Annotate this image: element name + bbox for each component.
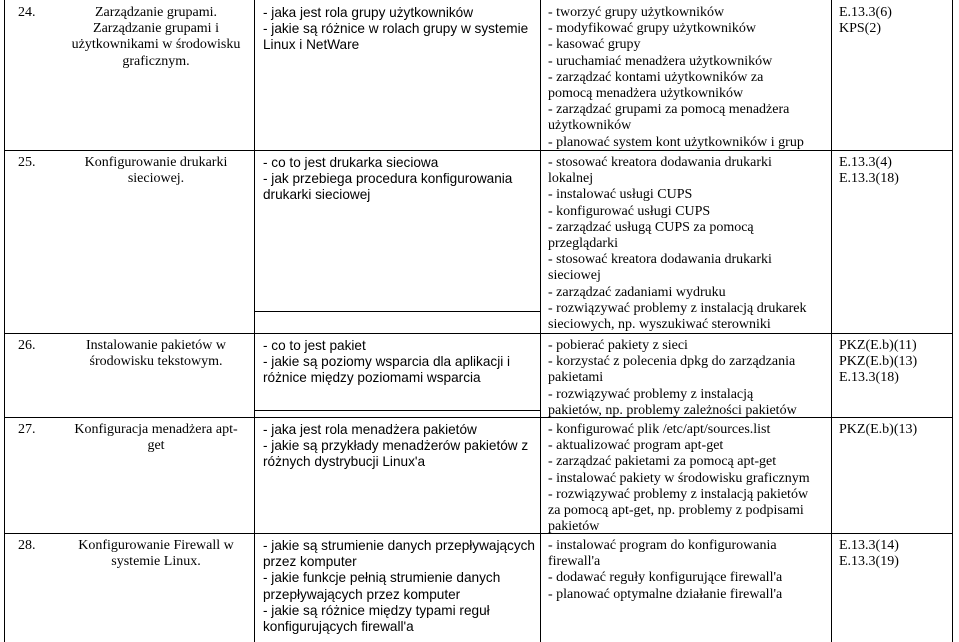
topic-cell xyxy=(65,538,247,570)
skill-line: - planować system kont użytkowników i grup xyxy=(548,134,804,150)
table-border-left xyxy=(4,0,5,642)
ref-code: PKZ(E.b)(11) xyxy=(839,338,917,353)
skill-line: przeglądarki xyxy=(548,236,618,252)
row-number: 26. xyxy=(18,338,36,353)
ref-code: E.13.3(6) xyxy=(839,5,892,20)
skill-line: - planować optymalne działanie firewall'a xyxy=(548,586,783,602)
refs-cell xyxy=(839,338,939,387)
ref-code: PKZ(E.b)(13) xyxy=(839,422,918,437)
skill-line: - rozwiązywać problemy z instalacją drukarek xyxy=(548,300,807,316)
skill-line: - zarządzać pakietami za pomocą apt-get xyxy=(548,454,777,470)
topic-line: systemie Linux. xyxy=(111,554,201,570)
skills-cell xyxy=(548,422,810,535)
column-divider xyxy=(831,0,832,642)
skills-cell xyxy=(548,338,810,419)
ref-code: KPS(2) xyxy=(839,21,882,37)
row-divider xyxy=(4,417,953,418)
refs-cell xyxy=(839,422,939,438)
topic-cell xyxy=(65,155,247,187)
skills-cell xyxy=(548,155,810,333)
content-line: - jaka jest rola menadżera pakietów xyxy=(263,422,477,437)
skill-line: pomocą menadżera użytkowników xyxy=(548,86,744,102)
content-line: - jakie są poziomy wsparcia dla aplikacji i xyxy=(263,354,511,370)
ref-code: PKZ(E.b)(13) xyxy=(839,354,918,370)
ref-code: E.13.3(14) xyxy=(839,538,899,553)
skill-line: pakietami xyxy=(548,370,604,386)
skill-line: lokalnej xyxy=(548,171,594,187)
topic-line: Konfiguracja menadżera apt- xyxy=(74,422,238,437)
skill-line: - kasować grupy xyxy=(548,37,641,53)
content-line: - co to jest drukarka sieciowa xyxy=(263,155,439,170)
refs-cell xyxy=(839,155,939,187)
skill-line: za pomocą apt-get, np. problemy z podpisami xyxy=(548,503,804,519)
skill-line: - tworzyć grupy użytkowników xyxy=(548,5,725,20)
content-line: - jak przebiega procedura konfigurowania xyxy=(263,171,513,187)
content-line: przepływających przez komputer xyxy=(263,586,461,602)
refs-cell xyxy=(839,5,939,37)
content-line: przez komputer xyxy=(263,554,357,570)
ref-code: E.13.3(19) xyxy=(839,554,899,570)
skill-line: - konfigurować usługi CUPS xyxy=(548,203,711,219)
column-divider xyxy=(540,0,541,642)
content-line: - jakie są różnice w rolach grupy w systemie xyxy=(263,21,529,37)
row-number: 28. xyxy=(18,538,36,553)
row-divider xyxy=(254,311,541,312)
skill-line: - zarządzać grupami za pomocą menadżera xyxy=(548,102,790,118)
skill-line: - dodawać reguły konfigurujące firewall'a xyxy=(548,570,783,586)
row-divider xyxy=(4,150,953,151)
skill-line: sieciowych, np. wyszukiwać sterowniki xyxy=(548,317,771,333)
content-line: - jakie funkcje pełnią strumienie danych xyxy=(263,570,501,586)
skills-cell xyxy=(548,538,810,603)
row-divider xyxy=(254,410,541,411)
topic-line: Konfigurowanie drukarki xyxy=(84,155,228,170)
content-line: - jakie są różnice między typami reguł xyxy=(263,602,490,618)
skill-line: - konfigurować plik /etc/apt/sources.list xyxy=(548,422,771,437)
row-number: 27. xyxy=(18,422,36,437)
topic-line: get xyxy=(147,438,165,454)
skill-line: sieciowej xyxy=(548,268,601,284)
row-number: 25. xyxy=(18,155,36,170)
content-cell xyxy=(263,155,535,204)
skill-line: pakietów xyxy=(548,519,600,535)
skill-line: - korzystać z polecenia dpkg do zarządzania xyxy=(548,354,796,370)
skills-cell xyxy=(548,5,810,151)
content-line: konfigurujących firewall'a xyxy=(263,619,414,635)
ref-code: E.13.3(18) xyxy=(839,171,899,187)
content-line: - jaka jest rola grupy użytkowników xyxy=(263,5,474,20)
skill-line: - zarządzać usługą CUPS za pomocą xyxy=(548,219,754,235)
skill-line: - instalować usługi CUPS xyxy=(548,187,693,203)
content-line: - jakie są przykłady menadżerów pakietów z xyxy=(263,438,529,454)
skill-line: - pobierać pakiety z sieci xyxy=(548,338,688,353)
topic-line: środowisku tekstowym. xyxy=(89,354,223,370)
skill-line: - stosować kreatora dodawania drukarki xyxy=(548,155,772,170)
skill-line: - uruchamiać menadżera użytkowników xyxy=(548,53,773,69)
skill-line: - rozwiązywać problemy z instalacją pakietów xyxy=(548,486,809,502)
skill-line: pakietów, np. problemy zależności pakietów xyxy=(548,402,797,418)
ref-code: E.13.3(18) xyxy=(839,370,899,386)
topic-cell xyxy=(65,422,247,454)
column-divider xyxy=(254,0,255,642)
topic-cell xyxy=(65,5,247,70)
content-line: różnice między poziomami wsparcia xyxy=(263,370,481,386)
content-cell xyxy=(263,538,535,635)
content-line: drukarki sieciowej xyxy=(263,187,371,203)
topic-line: graficznym. xyxy=(122,53,190,69)
content-cell xyxy=(263,422,535,471)
topic-line: sieciowej. xyxy=(127,171,185,187)
topic-line: użytkownikami w środowisku xyxy=(71,37,241,53)
row-divider xyxy=(4,533,953,534)
skill-line: - modyfikować grupy użytkowników xyxy=(548,21,757,37)
content-line: Linux i NetWare xyxy=(263,37,360,53)
topic-line: Instalowanie pakietów w xyxy=(86,338,226,353)
topic-line: Konfigurowanie Firewall w xyxy=(78,538,234,553)
content-line: - jakie są strumienie danych przepływających xyxy=(263,538,535,553)
table-border-right xyxy=(952,0,953,642)
skill-line: użytkowników xyxy=(548,118,632,134)
skill-line: - instalować program do konfigurowania xyxy=(548,538,777,553)
skill-line: - stosować kreatora dodawania drukarki xyxy=(548,252,772,268)
content-cell xyxy=(263,338,535,387)
skill-line: - zarządzać zadaniami wydruku xyxy=(548,284,726,300)
skill-line: - instalować pakiety w środowisku graficznym xyxy=(548,470,810,486)
content-line: - co to jest pakiet xyxy=(263,338,366,353)
row-number: 24. xyxy=(18,5,36,20)
content-line: różnych dystrybucji Linux'a xyxy=(263,454,426,470)
skill-line: - rozwiązywać problemy z instalacją xyxy=(548,386,754,402)
topic-line: Zarządzanie grupami. xyxy=(94,5,218,20)
content-cell xyxy=(263,5,535,54)
skill-line: firewall'a xyxy=(548,554,601,570)
topic-cell xyxy=(65,338,247,370)
ref-code: E.13.3(4) xyxy=(839,155,892,170)
skill-line: - aktualizować program apt-get xyxy=(548,438,724,454)
topic-line: Zarządzanie grupami i xyxy=(93,21,219,37)
row-divider xyxy=(4,333,953,334)
refs-cell xyxy=(839,538,939,570)
skill-line: - zarządzać kontami użytkowników za xyxy=(548,69,764,85)
